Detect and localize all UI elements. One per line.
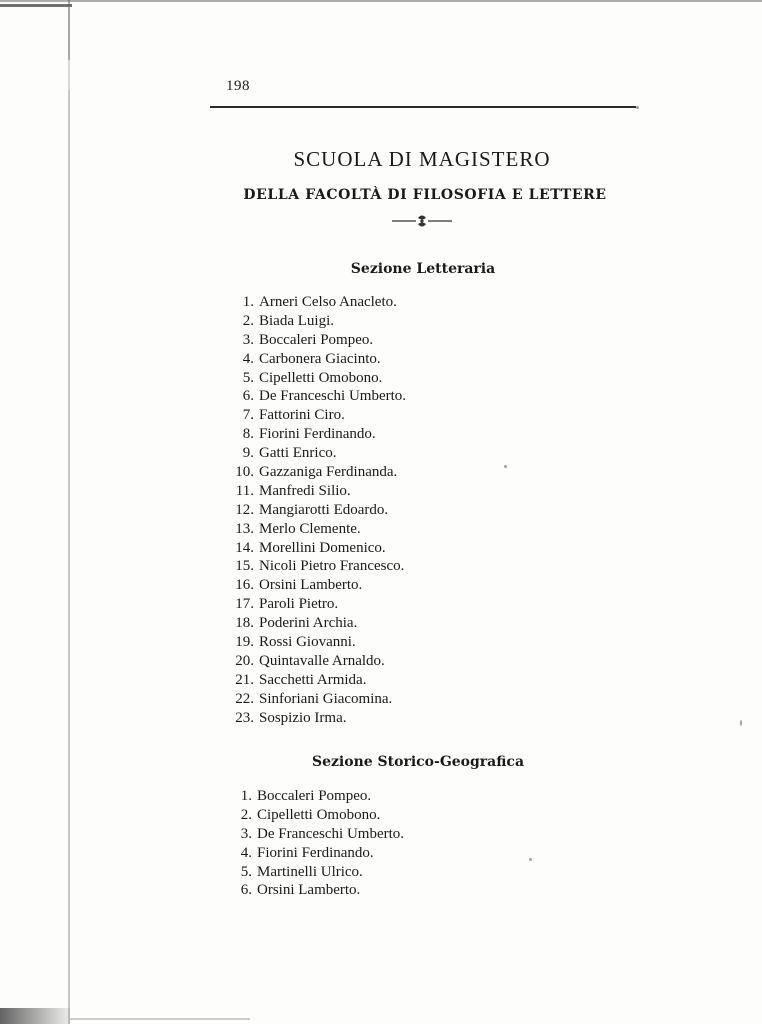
list-item xyxy=(226,425,406,444)
section-heading-storico-geografica: Sezione Storico-Geografica xyxy=(311,754,525,770)
list-item xyxy=(226,709,406,728)
list-item xyxy=(226,520,406,539)
scan-speck xyxy=(740,720,742,726)
list-item-name: Sinforiani Giacomina. xyxy=(259,690,393,707)
list-item xyxy=(226,671,406,690)
list-item-number: 3. xyxy=(240,825,252,842)
list-item-name: Carbonera Giacinto. xyxy=(259,350,381,367)
list-item-name: Manfredi Silio. xyxy=(259,482,351,499)
list-item-number: 1. xyxy=(240,788,252,804)
list-item-name: Cipelletti Omobono. xyxy=(259,369,383,386)
list-item-name: Gatti Enrico. xyxy=(259,445,337,462)
list-item-number: 4. xyxy=(242,350,254,367)
list-item xyxy=(226,576,406,595)
list-item xyxy=(224,863,404,882)
list-item-name: De Franceschi Umberto. xyxy=(257,825,405,842)
list-item-number: 14. xyxy=(235,539,254,556)
list-item-name: Orsini Lamberto. xyxy=(257,882,361,899)
list-item-number: 21. xyxy=(235,671,254,688)
list-item xyxy=(226,595,406,614)
list-item xyxy=(226,350,406,369)
list-item-number: 20. xyxy=(235,652,254,669)
list-item xyxy=(224,806,404,825)
list-item-name: Quintavalle Arnaldo. xyxy=(259,652,385,669)
list-item-number: 16. xyxy=(235,577,254,594)
list-item-name: Boccaleri Pompeo. xyxy=(259,331,374,348)
list-item-name: Orsini Lamberto. xyxy=(259,577,363,594)
list-item-number: 9. xyxy=(242,445,254,462)
list-item-number: 17. xyxy=(235,596,254,613)
list-item-number: 5. xyxy=(242,369,254,386)
list-item xyxy=(226,369,406,388)
list-item-number: 13. xyxy=(235,520,254,537)
list-item-number: 18. xyxy=(235,615,254,632)
list-item xyxy=(226,690,406,709)
scan-bottom-smudge xyxy=(0,1008,70,1024)
list-item-number: 8. xyxy=(242,426,254,443)
list-item xyxy=(224,825,404,844)
list-item-name: Martinelli Ulrico. xyxy=(257,863,363,880)
list-item-number: 23. xyxy=(235,709,254,726)
list-item xyxy=(226,652,406,671)
list-item-name: Cipelletti Omobono. xyxy=(257,806,381,823)
scan-top-edge xyxy=(0,0,762,2)
student-list-storico-geografica xyxy=(224,787,404,900)
list-item xyxy=(226,406,406,425)
ornament-divider-icon xyxy=(378,210,466,232)
list-item xyxy=(226,501,406,520)
list-item-number: 22. xyxy=(235,690,254,707)
list-item-number: 6. xyxy=(240,882,252,899)
scan-speck xyxy=(504,465,507,468)
list-item-number: 1. xyxy=(242,294,254,310)
list-item-name: Gazzaniga Ferdinanda. xyxy=(259,464,398,481)
list-item xyxy=(226,444,406,463)
list-item xyxy=(226,557,406,576)
list-item-name: Arneri Celso Anacleto. xyxy=(259,294,397,310)
list-item xyxy=(226,331,406,350)
list-item xyxy=(226,614,406,633)
list-item-number: 6. xyxy=(242,388,254,405)
list-item-number: 11. xyxy=(235,482,254,499)
list-item-name: Sospizio Irma. xyxy=(259,709,347,726)
section-heading-letteraria: Sezione Letteraria xyxy=(350,261,496,277)
list-item-name: Sacchetti Armida. xyxy=(259,671,367,688)
list-item-number: 10. xyxy=(235,464,254,481)
list-item-name: Nicoli Pietro Francesco. xyxy=(259,558,405,575)
page-number: 198 xyxy=(226,78,250,94)
list-item-number: 7. xyxy=(242,407,254,424)
list-item xyxy=(226,293,406,312)
list-item-number: 15. xyxy=(235,558,254,575)
list-item-name: Paroli Pietro. xyxy=(259,596,339,613)
list-item-number: 4. xyxy=(240,844,252,861)
list-item-name: Rossi Giovanni. xyxy=(259,634,356,651)
list-item xyxy=(224,881,404,900)
list-item-name: Fiorini Ferdinando. xyxy=(259,426,376,443)
list-item xyxy=(226,482,406,501)
list-item-number: 3. xyxy=(242,331,254,348)
list-item-number: 2. xyxy=(240,806,252,823)
list-item-name: Biada Luigi. xyxy=(259,312,334,329)
student-list-letteraria xyxy=(226,293,406,727)
page-title: SCUOLA DI MAGISTERO xyxy=(293,147,551,171)
list-item xyxy=(226,312,406,331)
list-item-name: Mangiarotti Edoardo. xyxy=(259,501,389,518)
list-item xyxy=(224,787,404,806)
list-item-name: Fattorini Ciro. xyxy=(259,407,345,424)
scan-corner-mark xyxy=(0,4,72,7)
page-subtitle: DELLA FACOLTÀ DI FILOSOFIA E LETTERE xyxy=(243,187,607,203)
scan-speck xyxy=(529,858,532,861)
list-item-name: Boccaleri Pompeo. xyxy=(257,788,372,804)
list-item-name: Merlo Clemente. xyxy=(259,520,361,537)
list-item xyxy=(226,539,406,558)
list-item-number: 5. xyxy=(240,863,252,880)
scan-bottom-edge xyxy=(70,1018,250,1020)
list-item xyxy=(226,633,406,652)
list-item-name: De Franceschi Umberto. xyxy=(259,388,407,405)
list-item-name: Poderini Archia. xyxy=(259,615,358,632)
list-item xyxy=(224,844,404,863)
list-item-name: Fiorini Ferdinando. xyxy=(257,844,374,861)
header-rule xyxy=(210,106,636,108)
list-item-number: 12. xyxy=(235,501,254,518)
list-item-number: 19. xyxy=(235,634,254,651)
list-item-name: Morellini Domenico. xyxy=(259,539,386,556)
scan-speck xyxy=(636,106,639,109)
list-item-number: 2. xyxy=(242,312,254,329)
list-item xyxy=(226,463,406,482)
list-item xyxy=(226,387,406,406)
